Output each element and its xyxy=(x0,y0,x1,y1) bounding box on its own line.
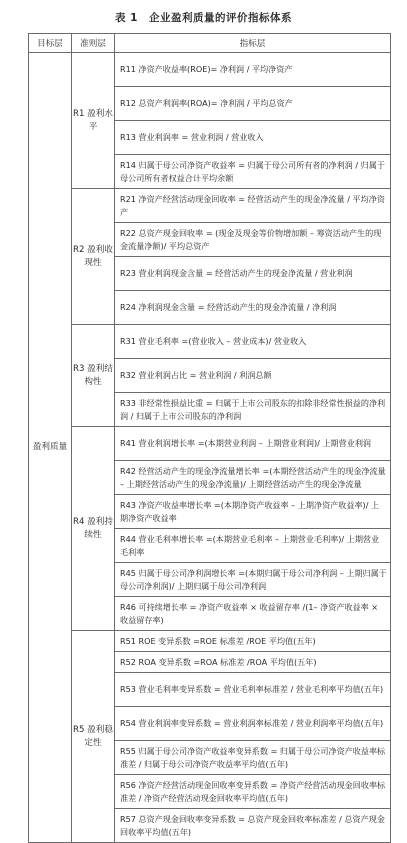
header-goal: 目标层 xyxy=(29,34,72,53)
indicator-cell: R42 经营活动产生的现金净流量增长率 =(本期经营活动产生的现金净流量 – 上期经营活动产生的现金净流量)/ 上期经营活动产生的现金净流量 xyxy=(115,461,391,495)
indicator-cell: R14 归属于母公司净资产收益率 = 归属于母公司所有者的净利润 / 归属于母公司所有者权益合计平均余额 xyxy=(115,155,391,189)
criterion-cell: R3 盈利结构性 xyxy=(72,325,115,427)
indicator-cell: R52 ROA 变异系数 =ROA 标准差 /ROA 平均值(五年) xyxy=(115,652,391,673)
indicator-cell: R12 总资产利润率(ROA)= 净利润 / 平均总资产 xyxy=(115,87,391,121)
indicator-cell: R31 营业毛利率 =(营业收入 – 营业成本)/ 营业收入 xyxy=(115,325,391,359)
indicator-cell: R53 营业毛利率变异系数 = 营业毛利率标准差 / 营业毛利率平均值(五年) xyxy=(115,673,391,707)
indicator-cell: R11 净资产收益率(ROE)= 净利润 / 平均净资产 xyxy=(115,53,391,87)
indicator-cell: R41 营业利润增长率 =(本期营业利润 – 上期营业利润)/ 上期营业利润 xyxy=(115,427,391,461)
table-row xyxy=(29,427,391,461)
criterion-cell: R4 盈利持续性 xyxy=(72,427,115,631)
table-title: 表 1 企业盈利质量的评价指标体系 xyxy=(115,12,292,24)
indicator-cell: R44 营业毛利率增长率 =(本期营业毛利率 – 上期营业毛利率)/ 上期营业毛利率 xyxy=(115,529,391,563)
indicator-cell: R51 ROE 变异系数 =ROE 标准差 /ROE 平均值(五年) xyxy=(115,631,391,652)
indicator-cell: R22 总资产现金回收率 = (现金及现金等价物增加额 – 筹资活动产生的现金流量净额)/ 平均总资产 xyxy=(115,223,391,257)
indicator-cell: R24 净利润现金含量 = 经营活动产生的现金净流量 / 净利润 xyxy=(115,291,391,325)
table-row xyxy=(29,631,391,652)
criterion-cell: R1 盈利水平 xyxy=(72,53,115,189)
header-row xyxy=(29,34,391,53)
header-indicator: 指标层 xyxy=(115,34,391,53)
indicator-cell: R45 归属于母公司净利润增长率 =(本期归属于母公司净利润 – 上期归属于母公司净利润)/ 上期归属于母公司净利润 xyxy=(115,563,391,597)
indicator-cell: R33 非经常性损益比重 = 归属于上市公司股东的扣除非经常性损益的净利润 / 归属于上市公司股东的净利润 xyxy=(115,393,391,427)
indicator-cell: R55 归属于母公司净资产收益率变异系数 = 归属于母公司净资产收益率标准差 / 归属于母公司净资产收益率平均值(五年) xyxy=(115,741,391,775)
indicator-cell: R13 营业利润率 = 营业利润 / 营业收入 xyxy=(115,121,391,155)
indicator-cell: R46 可持续增长率 = 净资产收益率 × 收益留存率 /(1– 净资产收益率 × 收益留存率) xyxy=(115,597,391,631)
indicator-table xyxy=(28,33,391,843)
criterion-cell: R5 盈利稳定性 xyxy=(72,631,115,843)
indicator-cell: R54 营业利润率变异系数 = 营业利润率标准差 / 营业利润率平均值(五年) xyxy=(115,707,391,741)
header-criterion: 准则层 xyxy=(72,34,115,53)
indicator-cell: R56 净资产经营活动现金回收率变异系数 = 净资产经营活动现金回收率标准差 / 净资产经营活动现金回收率平均值(五年) xyxy=(115,775,391,809)
table-row xyxy=(29,189,391,223)
goal-cell: 盈利质量 xyxy=(29,53,72,843)
table-row xyxy=(29,325,391,359)
indicator-cell: R21 净资产经营活动现金回收率 = 经营活动产生的现金净流量 / 平均净资产 xyxy=(115,189,391,223)
table-row xyxy=(29,53,391,87)
indicator-cell: R57 总资产现金回收率变异系数 = 总资产现金回收率标准差 / 总资产现金回收率平均值(五年) xyxy=(115,809,391,843)
criterion-cell: R2 盈利收现性 xyxy=(72,189,115,325)
indicator-cell: R43 净资产收益率增长率 =(本期净资产收益率 – 上期净资产收益率)/ 上期净资产收益率 xyxy=(115,495,391,529)
indicator-cell: R32 营业利润占比 = 营业利润 / 利润总额 xyxy=(115,359,391,393)
indicator-cell: R23 营业利润现金含量 = 经营活动产生的现金净流量 / 营业利润 xyxy=(115,257,391,291)
